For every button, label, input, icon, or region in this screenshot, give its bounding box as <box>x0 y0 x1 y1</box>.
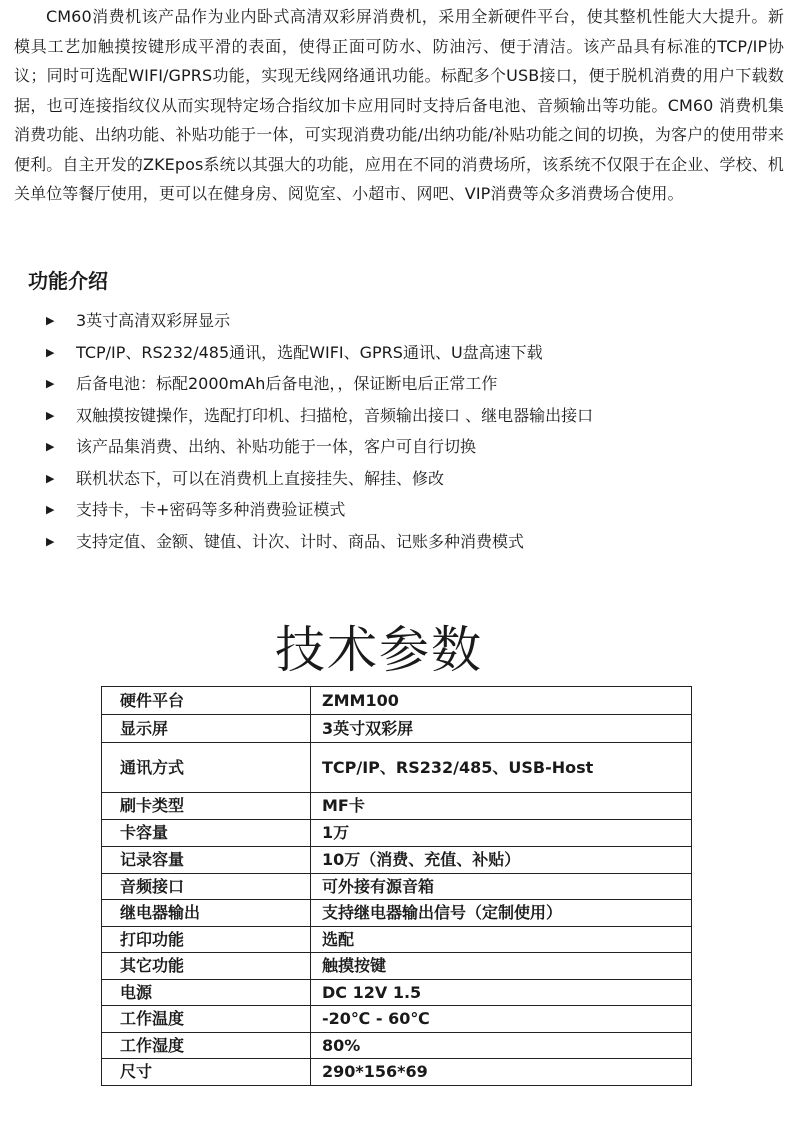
feature-item <box>46 371 766 403</box>
feature-item <box>46 340 766 372</box>
table-row <box>102 793 692 820</box>
table-row <box>102 1059 692 1086</box>
spec-key: 工作湿度 <box>102 1033 311 1059</box>
triangle-bullet-icon: ▶ <box>46 503 55 516</box>
feature-text: 后备电池：标配2000mAh后备电池，，保证断电后正常工作 <box>76 374 498 393</box>
feature-text: 支持卡，卡+密码等多种消费验证模式 <box>76 500 346 519</box>
feature-text: 联机状态下，可以在消费机上直接挂失、解挂、修改 <box>76 468 445 488</box>
table-row <box>102 1006 692 1033</box>
feature-item <box>46 308 766 340</box>
spec-key: 硬件平台 <box>102 687 311 715</box>
spec-key: 打印功能 <box>102 927 311 953</box>
spec-value: 10万（消费、充值、补贴） <box>311 847 692 874</box>
spec-key: 尺寸 <box>102 1059 311 1086</box>
table-row <box>102 743 692 793</box>
spec-value: TCP/IP、RS232/485、USB-Host <box>311 743 692 793</box>
spec-table <box>101 686 692 1086</box>
table-row <box>102 687 692 715</box>
product-intro-paragraph: CM60消费机该产品作为业内卧式高清双彩屏消费机，采用全新硬件平台，使其整机性能大大提升。新模具工艺加触摸按键形成平滑的表面，使得正面可防水、防油污、便于清洁。该产品具有标准的TCP/IP协议；同时可选配WIFI/GPRS功能，实现无线网络通讯功能。标配多个USB接口，便于脱机消费的用户下载数据，也可连接指纹仪从而实现特定场合指纹加卡应用同时支持后备电池、音频输出等功能。CM60 消费机集消费功能、出纳功能、补贴功能于一体，可实现消费功能/出纳功能/补贴功能之间的切换，为客户的使用带来便利。自主开发的ZKEpos系统以其强大的功能，应用在不同的消费场所，该系统不仅限于在企业、学校、机关单位等餐厅使用，更可以在健身房、阅览室、小超市、网吧、VIP消费等众多消费场合使用。 <box>14 7 784 203</box>
triangle-bullet-icon: ▶ <box>46 377 55 390</box>
feature-list <box>46 308 766 560</box>
feature-text: 双触摸按键操作，选配打印机、扫描枪，音频输出接口 、继电器输出接口 <box>76 405 594 425</box>
spec-value: 80% <box>311 1033 692 1059</box>
table-row <box>102 953 692 980</box>
features-heading: 功能介绍 <box>28 269 108 293</box>
table-row <box>102 980 692 1006</box>
spec-value: MF卡 <box>311 793 692 820</box>
table-row <box>102 820 692 847</box>
spec-value: -20℃ - 60℃ <box>311 1006 692 1033</box>
triangle-bullet-icon: ▶ <box>46 345 55 359</box>
spec-value: 可外接有源音箱 <box>311 874 692 900</box>
table-row <box>102 847 692 874</box>
table-row <box>102 927 692 953</box>
feature-item <box>46 403 766 435</box>
spec-value: 290*156*69 <box>311 1059 692 1086</box>
spec-key: 工作温度 <box>102 1006 311 1033</box>
spec-key: 通讯方式 <box>102 743 311 793</box>
feature-item <box>46 497 766 529</box>
feature-text: 该产品集消费、出纳、补贴功能于一体，客户可自行切换 <box>76 437 477 456</box>
triangle-bullet-icon: ▶ <box>46 440 55 453</box>
feature-text: 3英寸高清双彩屏显示 <box>76 311 231 330</box>
triangle-bullet-icon: ▶ <box>46 408 55 422</box>
spec-key: 音频接口 <box>102 874 311 900</box>
spec-value: ZMM100 <box>311 687 692 715</box>
spec-key: 显示屏 <box>102 715 311 743</box>
feature-item <box>46 529 766 561</box>
feature-text: 支持定值、金额、键值、计次、计时、商品、记账多种消费模式 <box>76 531 525 551</box>
spec-key: 其它功能 <box>102 953 311 980</box>
spec-value: 支持继电器输出信号（定制使用） <box>311 900 692 927</box>
table-row <box>102 1033 692 1059</box>
spec-value: 3英寸双彩屏 <box>311 715 692 743</box>
spec-key: 记录容量 <box>102 847 311 874</box>
spec-key: 电源 <box>102 980 311 1006</box>
feature-text: TCP/IP、RS232/485通讯，选配WIFI、GPRS通讯、U盘高速下载 <box>76 342 543 362</box>
triangle-bullet-icon: ▶ <box>46 534 55 548</box>
table-row <box>102 874 692 900</box>
spec-key: 继电器输出 <box>102 900 311 927</box>
feature-item <box>46 466 766 498</box>
triangle-bullet-icon: ▶ <box>46 314 55 327</box>
table-row <box>102 715 692 743</box>
spec-value: DC 12V 1.5 <box>311 980 692 1006</box>
table-row <box>102 900 692 927</box>
spec-heading: 技术参数 <box>275 621 483 679</box>
spec-value: 选配 <box>311 927 692 953</box>
feature-item <box>46 434 766 466</box>
spec-key: 卡容量 <box>102 820 311 847</box>
spec-key: 刷卡类型 <box>102 793 311 820</box>
spec-value: 触摸按键 <box>311 953 692 980</box>
triangle-bullet-icon: ▶ <box>46 471 55 485</box>
spec-value: 1万 <box>311 820 692 847</box>
